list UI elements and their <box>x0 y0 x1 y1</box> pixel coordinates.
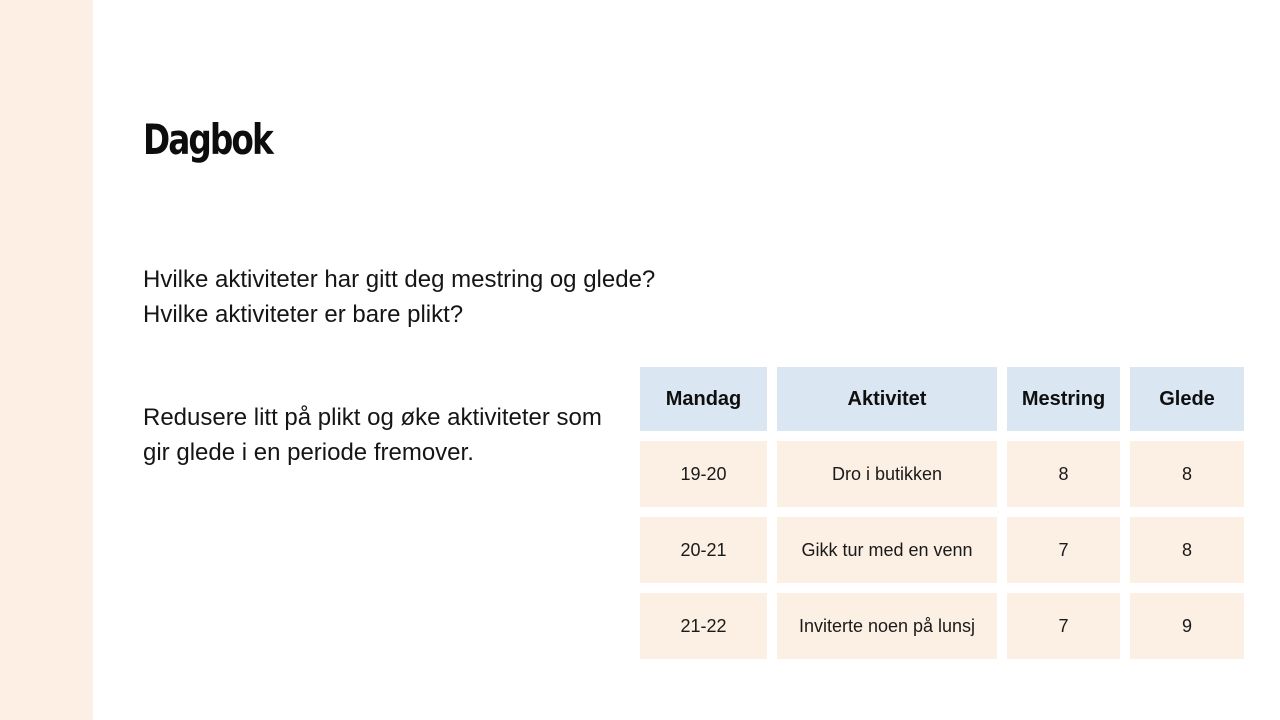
table-cell-activity: Gikk tur med en venn <box>777 517 997 583</box>
advice-line-1: Redusere litt på plikt og øke aktiviteter som <box>143 404 602 431</box>
table-cell-mastery: 7 <box>1007 517 1120 583</box>
decorative-side-band <box>0 0 93 720</box>
question-paragraph <box>143 262 655 332</box>
table-cell-joy: 8 <box>1130 517 1244 583</box>
diary-table <box>640 367 1244 659</box>
table-cell-time: 19-20 <box>640 441 767 507</box>
table-cell-mastery: 7 <box>1007 593 1120 659</box>
table-cell-activity: Inviterte noen på lunsj <box>777 593 997 659</box>
table-header-activity: Aktivitet <box>777 367 997 431</box>
table-cell-joy: 8 <box>1130 441 1244 507</box>
table-cell-mastery: 8 <box>1007 441 1120 507</box>
table-cell-time: 21-22 <box>640 593 767 659</box>
advice-line-2: gir glede i en periode fremover. <box>143 439 474 466</box>
advice-paragraph <box>143 400 602 470</box>
table-cell-activity: Dro i butikken <box>777 441 997 507</box>
table-header-mastery: Mestring <box>1007 367 1120 431</box>
question-line-2: Hvilke aktiviteter er bare plikt? <box>143 301 464 328</box>
slide-title: Dagbok <box>143 115 272 164</box>
table-cell-joy: 9 <box>1130 593 1244 659</box>
question-line-1: Hvilke aktiviteter har gitt deg mestring og glede? <box>143 266 656 293</box>
table-cell-time: 20-21 <box>640 517 767 583</box>
table-header-joy: Glede <box>1130 367 1244 431</box>
table-header-day: Mandag <box>640 367 767 431</box>
